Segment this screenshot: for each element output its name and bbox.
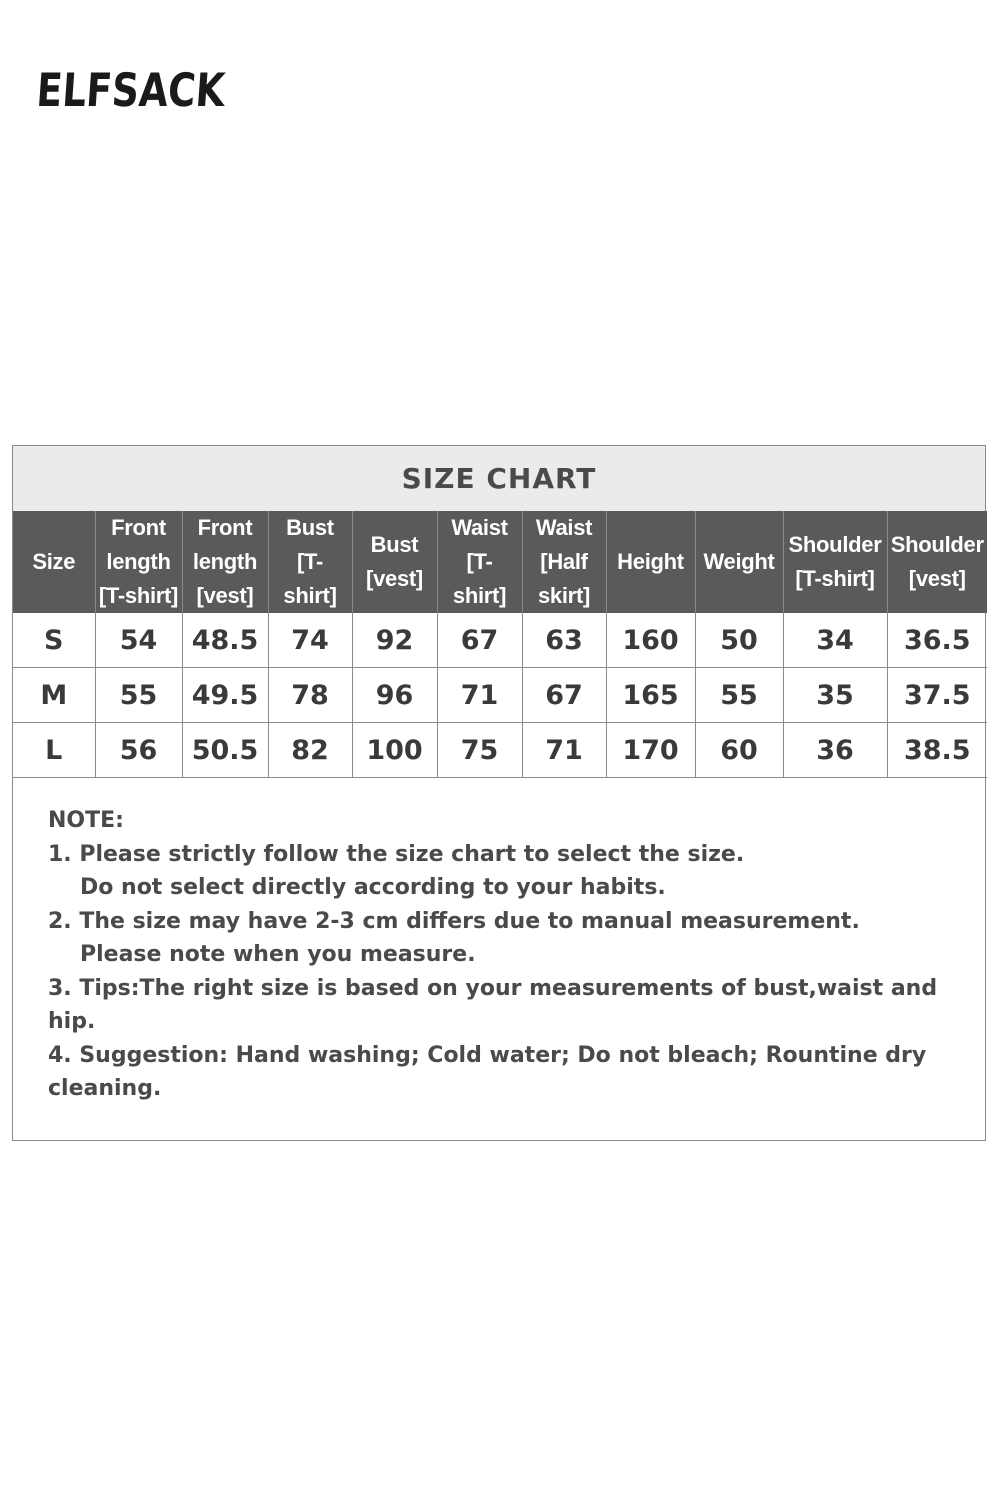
table-row — [13, 613, 987, 668]
table-cell: 67 — [437, 613, 522, 668]
column-header-line: length — [106, 549, 171, 574]
table-cell: 37.5 — [887, 668, 987, 723]
table-row — [13, 723, 987, 778]
table-cell: 60 — [695, 723, 783, 778]
column-header-line: [vest] — [196, 583, 254, 608]
table-cell: 38.5 — [887, 723, 987, 778]
table-row — [13, 668, 987, 723]
size-chart — [12, 445, 986, 1141]
column-header — [95, 511, 182, 613]
size-label-cell: L — [13, 723, 95, 778]
table-cell: 74 — [268, 613, 352, 668]
table-cell: 78 — [268, 668, 352, 723]
size-chart-table — [13, 511, 987, 778]
column-header — [13, 511, 95, 613]
column-header-line: Bust — [286, 515, 334, 540]
column-header-line: skirt] — [538, 583, 590, 608]
column-header-line: Front — [197, 515, 253, 540]
column-header — [352, 511, 437, 613]
column-header — [695, 511, 783, 613]
note-line: 1. Please strictly follow the size chart to select the size. — [48, 841, 745, 867]
note-line: 3. Tips:The right size is based on your measurements of bust,waist and hip. — [48, 975, 938, 1034]
column-header-line: length — [192, 549, 258, 574]
column-header-line: Bust — [370, 532, 419, 557]
notes-heading: NOTE: — [48, 808, 124, 833]
note-line: Please note when you measure. — [80, 942, 476, 967]
table-cell: 34 — [783, 613, 887, 668]
table-cell: 35 — [783, 668, 887, 723]
column-header-line: [T- — [297, 549, 323, 574]
column-header-line: shirt] — [283, 583, 337, 608]
table-cell: 36.5 — [887, 613, 987, 668]
table-cell: 67 — [522, 668, 606, 723]
column-header — [606, 511, 695, 613]
table-cell: 56 — [95, 723, 182, 778]
column-header — [522, 511, 606, 613]
column-header-line: shirt] — [452, 583, 507, 608]
column-header-line: [T- — [466, 549, 493, 574]
table-cell: 71 — [437, 668, 522, 723]
table-cell: 50.5 — [182, 723, 268, 778]
column-header-line: Shoulder — [788, 532, 882, 557]
column-header — [783, 511, 887, 613]
table-cell: 82 — [268, 723, 352, 778]
column-header-line: Weight — [703, 549, 775, 574]
table-cell: 50 — [695, 613, 783, 668]
column-header-line: Waist — [451, 515, 508, 540]
column-header-line: Waist — [535, 515, 593, 540]
notes-section — [13, 778, 985, 1140]
table-cell: 36 — [783, 723, 887, 778]
table-cell: 54 — [95, 613, 182, 668]
size-label-cell: M — [13, 668, 95, 723]
brand-logo-wordmark — [34, 44, 269, 117]
column-header — [437, 511, 522, 613]
column-header-line: [Half — [540, 549, 588, 574]
note-line: Do not select directly according to your habits. — [80, 875, 666, 900]
column-header — [268, 511, 352, 613]
notes-list — [48, 838, 985, 1106]
column-header-line: [vest] — [366, 566, 423, 591]
column-header — [887, 511, 987, 613]
table-cell: 96 — [352, 668, 437, 723]
table-cell: 160 — [606, 613, 695, 668]
table-cell: 165 — [606, 668, 695, 723]
brand-logo — [34, 44, 269, 117]
table-cell: 55 — [95, 668, 182, 723]
table-cell: 48.5 — [182, 613, 268, 668]
table-cell: 100 — [352, 723, 437, 778]
table-cell: 71 — [522, 723, 606, 778]
column-header-line: Size — [32, 549, 76, 574]
table-header-row — [13, 511, 987, 613]
table-cell: 170 — [606, 723, 695, 778]
note-line: 2. The size may have 2-3 cm differs due to manual measurement. — [48, 908, 860, 934]
size-chart-title: SIZE CHART — [13, 446, 985, 511]
column-header-line: Shoulder — [890, 532, 984, 557]
column-header-line: [T-shirt] — [98, 583, 179, 608]
column-header-line: [T-shirt] — [795, 566, 875, 591]
table-cell: 75 — [437, 723, 522, 778]
table-cell: 49.5 — [182, 668, 268, 723]
table-body — [13, 613, 987, 778]
table-cell: 63 — [522, 613, 606, 668]
note-line: 4. Suggestion: Hand washing; Cold water; Do not bleach; Rountine dry cleaning. — [48, 1042, 927, 1101]
column-header — [182, 511, 268, 613]
size-label-cell: S — [13, 613, 95, 668]
table-cell: 55 — [695, 668, 783, 723]
table-cell: 92 — [352, 613, 437, 668]
column-header-line: Height — [617, 549, 684, 574]
column-header-line: [vest] — [908, 566, 966, 591]
brand-logo-text: ELFSACK — [34, 63, 269, 117]
column-header-line: Front — [111, 515, 166, 540]
